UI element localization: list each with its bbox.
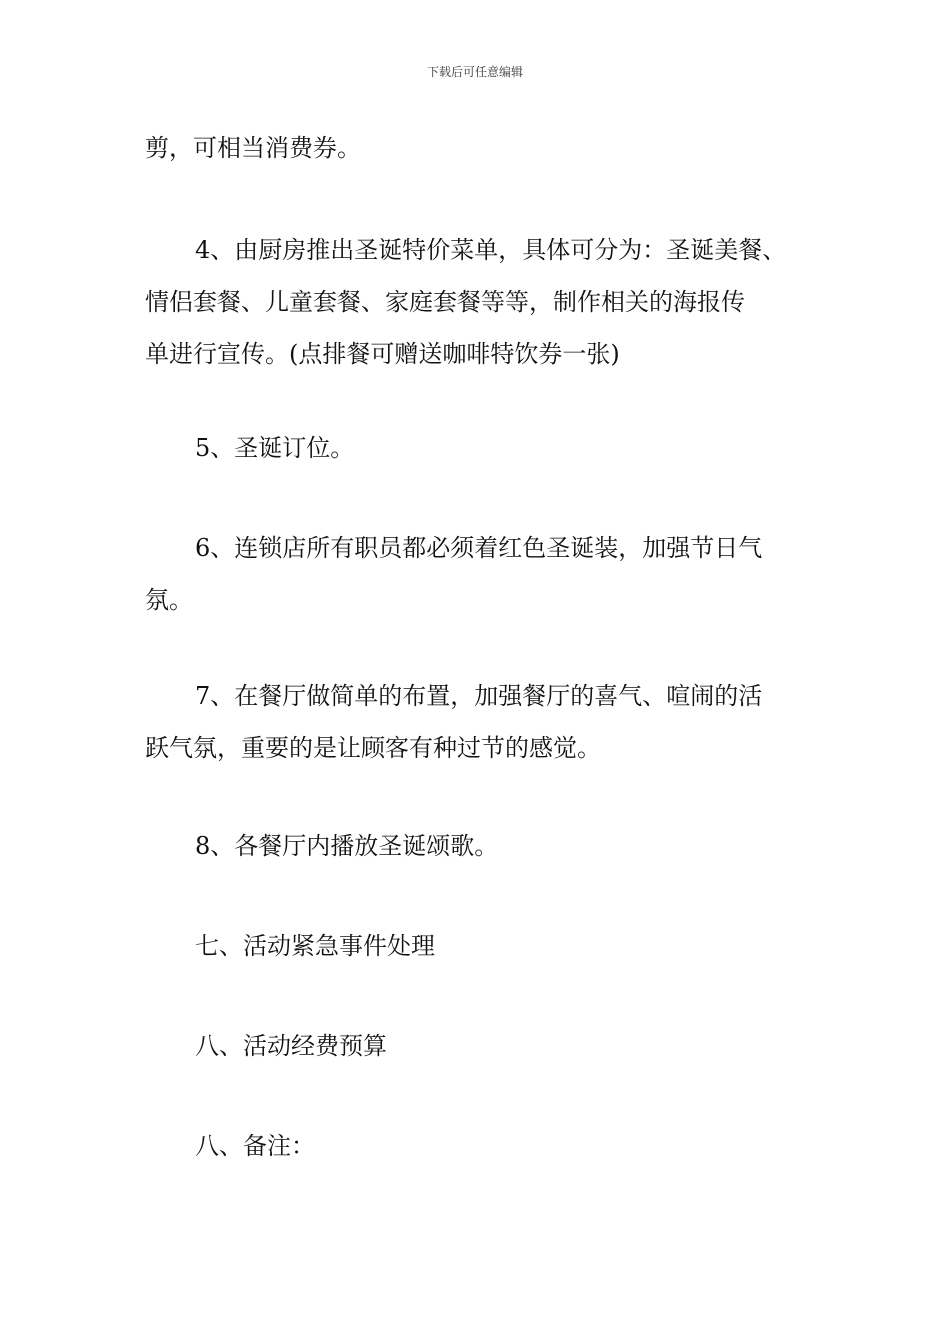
- text-line: 七、活动紧急事件处理: [195, 932, 435, 960]
- text-line: 氛。: [145, 586, 193, 614]
- text-line: 5、圣诞订位。: [195, 434, 355, 462]
- text-line: 4、由厨房推出圣诞特价菜单，具体可分为：圣诞美餐、: [195, 236, 787, 264]
- paragraph-item-7: [145, 670, 835, 774]
- paragraph-item-6: [145, 522, 835, 626]
- text-line: 剪，可相当消费券。: [145, 134, 361, 162]
- text-line: 单进行宣传。(点排餐可赠送咖啡特饮券一张): [145, 340, 620, 368]
- text-line: 跃气氛，重要的是让顾客有种过节的感觉。: [145, 734, 601, 762]
- section-heading-emergency: [145, 920, 835, 972]
- paragraph-item-4: [145, 224, 835, 380]
- text-line: 情侣套餐、儿童套餐、家庭套餐等等，制作相关的海报传: [145, 288, 745, 316]
- text-line: 八、活动经费预算: [195, 1032, 387, 1060]
- paragraph-item-5: [145, 422, 835, 474]
- text-line: 6、连锁店所有职员都必须着红色圣诞装，加强节日气: [195, 534, 763, 562]
- page-header: 下载后可任意编辑: [426, 65, 523, 79]
- paragraph-continuation: [145, 122, 835, 174]
- text-line: 7、在餐厅做简单的布置，加强餐厅的喜气、喧闹的活: [195, 682, 763, 710]
- paragraph-item-8: [145, 820, 835, 872]
- text-line: 八、备注：: [195, 1132, 315, 1160]
- section-heading-notes: [145, 1120, 835, 1172]
- section-heading-budget: [145, 1020, 835, 1072]
- text-line: 8、各餐厅内播放圣诞颂歌。: [195, 832, 499, 860]
